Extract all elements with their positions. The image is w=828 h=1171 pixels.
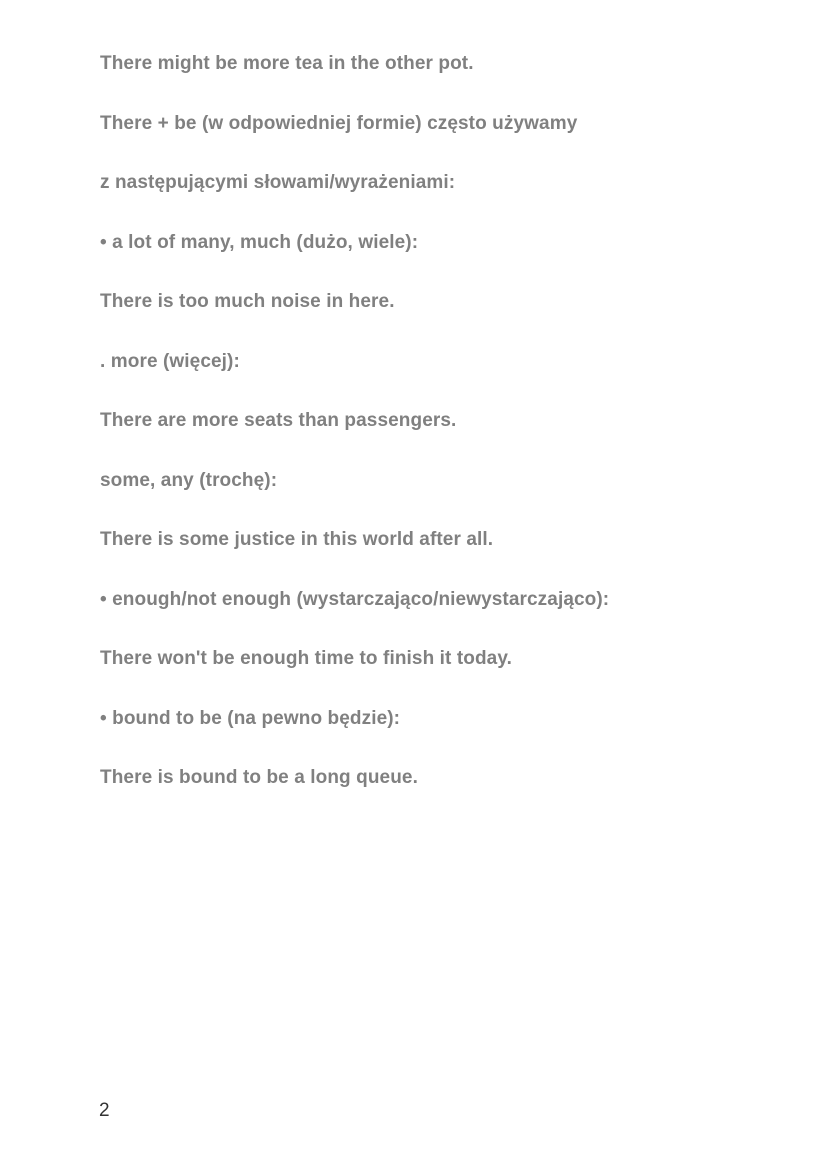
example-sentence: There might be more tea in the other pot. bbox=[100, 53, 474, 74]
rule-statement: z następującymi słowami/wyrażeniami: bbox=[100, 172, 456, 193]
example-sentence: There won't be enough time to finish it today. bbox=[100, 648, 512, 669]
page-number: 2 bbox=[99, 1100, 110, 1121]
example-sentence: There is some justice in this world after all. bbox=[100, 529, 494, 550]
bullet-item: • bound to be (na pewno będzie): bbox=[100, 708, 401, 729]
rule-statement: There + be (w odpowiedniej formie) często używamy bbox=[100, 113, 578, 134]
bullet-item: • a lot of many, much (dużo, wiele): bbox=[100, 232, 419, 253]
bullet-item: . more (więcej): bbox=[100, 351, 240, 372]
example-sentence: There is too much noise in here. bbox=[100, 291, 395, 312]
example-sentence: There is bound to be a long queue. bbox=[100, 767, 418, 788]
bullet-item: • enough/not enough (wystarczająco/niewystarczająco): bbox=[100, 589, 610, 610]
example-sentence: There are more seats than passengers. bbox=[100, 410, 457, 431]
bullet-item: some, any (trochę): bbox=[100, 470, 278, 491]
